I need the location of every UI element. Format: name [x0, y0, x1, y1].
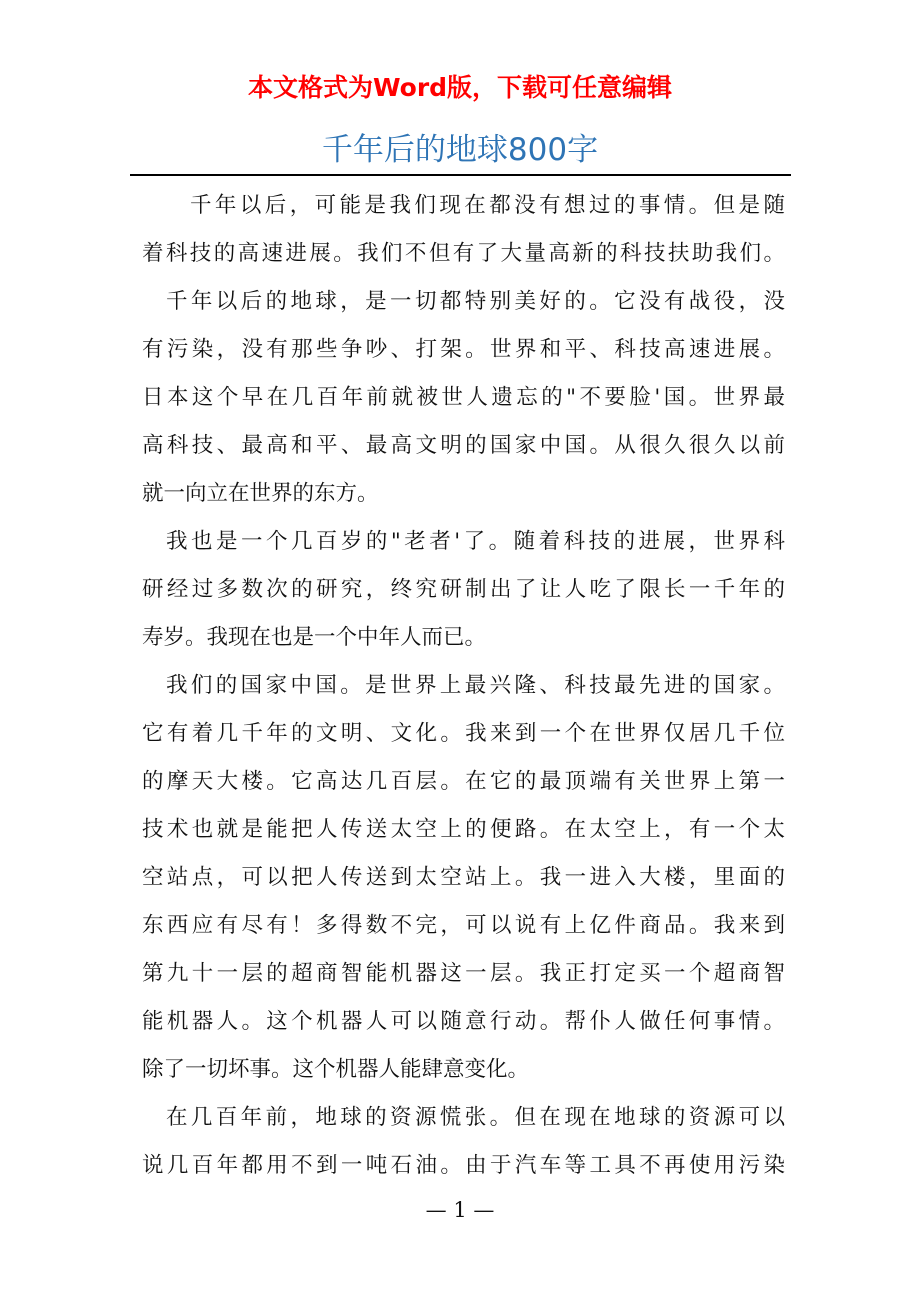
paragraph-1-line-2: 着科技的高速进展。我们不但有了大量高新的科技扶助我们。 — [142, 241, 785, 266]
paragraph-4-line-5: 空站点，可以把人传送到太空站上。我一进入大楼，里面的 — [142, 865, 785, 890]
paragraph-3-line-3: 寿岁。我现在也是一个中年人而已。 — [142, 625, 487, 650]
paragraph-2-line-4: 高科技、最高和平、最高文明的国家中国。从很久很久以前 — [142, 433, 785, 458]
title-divider — [130, 174, 791, 176]
paragraph-4-line-6: 东西应有尽有！多得数不完，可以说有上亿件商品。我来到 — [142, 913, 785, 938]
word-format-banner: 本文格式为Word版，下载可任意编辑 — [247, 73, 673, 102]
paragraph-3-line-2: 研经过多数次的研究，终究研制出了让人吃了限长一千年的 — [142, 577, 785, 602]
paragraph-2-line-5: 就一向立在世界的东方。 — [142, 481, 379, 506]
paragraph-2-line-2: 有污染，没有那些争吵、打架。世界和平、科技高速进展。 — [142, 337, 785, 362]
paragraph-4-line-7: 第九十一层的超商智能机器这一层。我正打定买一个超商智 — [142, 961, 785, 986]
paragraph-4-line-4: 技术也就是能把人传送太空上的便路。在太空上，有一个太 — [142, 817, 785, 842]
paragraph-4-line-3: 的摩天大楼。它高达几百层。在它的最顶端有关世界上第一 — [142, 769, 785, 794]
paragraph-3-line-1: 我也是一个几百岁的"老者'了。随着科技的进展，世界科 — [166, 529, 785, 554]
paragraph-4-line-2: 它有着几千年的文明、文化。我来到一个在世界仅居几千位 — [142, 721, 785, 746]
document-title: 千年后的地球800字 — [321, 132, 599, 168]
paragraph-5-line-1: 在几百年前，地球的资源慌张。但在现在地球的资源可以 — [166, 1105, 785, 1130]
paragraph-4-line-9: 除了一切坏事。这个机器人能肆意变化。 — [142, 1057, 530, 1082]
paragraph-4-line-1: 我们的国家中国。是世界上最兴隆、科技最先进的国家。 — [166, 673, 785, 698]
paragraph-2-line-3: 日本这个早在几百年前就被世人遗忘的"不要脸'国。世界最 — [142, 385, 785, 410]
document-body — [142, 190, 785, 1198]
paragraph-5-line-2: 说几百年都用不到一吨石油。由于汽车等工具不再使用污染 — [142, 1153, 785, 1178]
paragraph-2-line-1: 千年以后的地球，是一切都特别美好的。它没有战役，没 — [166, 289, 785, 314]
page-number: — 1 — — [425, 1198, 495, 1222]
paragraph-1-line-1: 千年以后，可能是我们现在都没有想过的事情。但是随 — [190, 193, 785, 218]
paragraph-4-line-8: 能机器人。这个机器人可以随意行动。帮仆人做任何事情。 — [142, 1009, 785, 1034]
